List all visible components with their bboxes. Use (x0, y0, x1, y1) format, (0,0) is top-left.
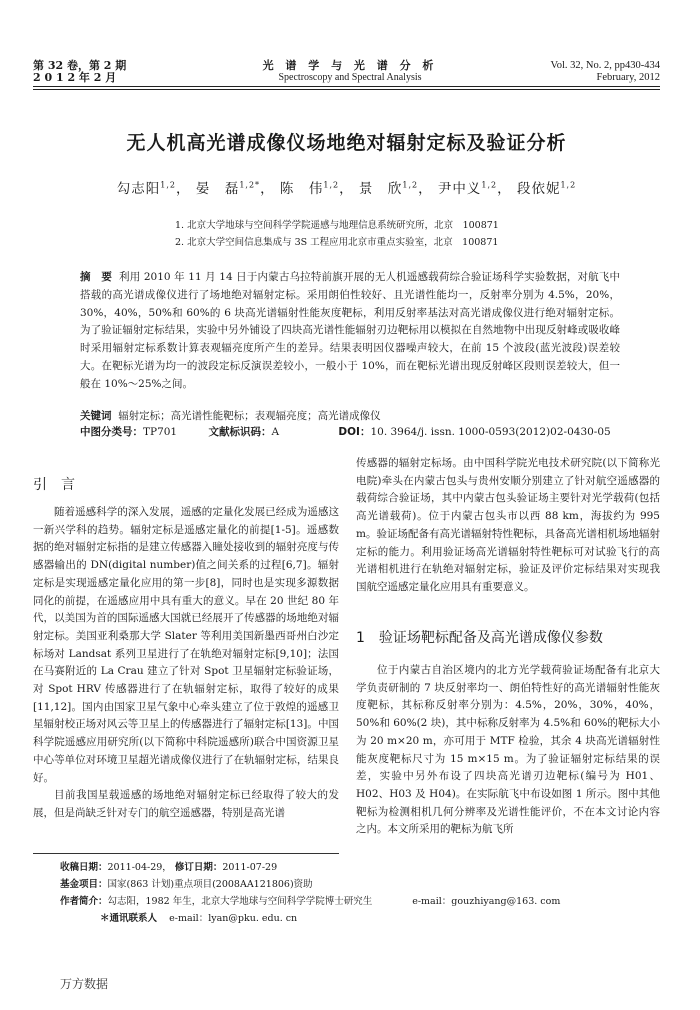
publication-date-cn: 2 0 1 2 年 2 月 (33, 71, 117, 84)
section1-body (356, 662, 660, 839)
volume-pages: Vol. 32, No. 2, pp430-434 (550, 60, 660, 71)
paragraph: 位于内蒙古自治区境内的北方光学载荷验证场配备有北京大学负责研制的 7 块反射率均一、朗伯特性好的高光谱辐射性能灰度靶标，其标称反射率分别为：4.5%，20%，30%，40%，50%和 60%(2 块)，其中标称反射率为 4.5%和 60%的靶标大小为 20 m×20 m，亦可用于 MTF 检验，其余 4 块高光谱辐射性能灰度靶标尺寸为 15 m×15 m。为了验证辐射定标结果的误差，实验中另外布设了四块高光谱刃边靶标(编号为 H01、H02、H03 及 H04)。在实际航飞中布设如图 1 所示。图中其他靶标为检测相机几何分辨率及光谱性能评价，不在本文讨论内容之内。本文所采用的靶标为航飞所 (356, 664, 660, 836)
keywords-text: 辐射定标；高光谱性能靶标；表观辐亮度；高光谱成像仪 (118, 410, 381, 422)
section-heading-1: 1 验证场靶标配备及高光谱成像仪参数 (356, 630, 603, 646)
header-rule-thin (33, 89, 660, 90)
revised-label: 修订日期： (174, 862, 223, 873)
abstract (80, 269, 620, 394)
doc-code-label: 文献标识码： (208, 426, 272, 438)
paragraph: 目前我国星载遥感的场地绝对辐射定标已经取得了较大的发展，但是尚缺乏针对专门的航空遥感器，特别是高光谱 (33, 789, 339, 819)
clc-label: 中图分类号： (80, 426, 143, 438)
revised-date: 2011-07-29 (222, 862, 278, 873)
affiliation: 1. 北京大学地球与空间科学学院遥感与地理信息系统研究所，北京 100871 (175, 220, 499, 231)
journal-volume-info (33, 60, 126, 84)
classification-line (80, 424, 640, 440)
author-bio-label: 作者简介： (60, 896, 108, 907)
received-date: 2011-04-29， (107, 862, 172, 873)
abstract-text: 利用 2010 年 11 月 14 日于内蒙古乌拉特前旗开展的无人机遥感载荷综合验证场科学实验数据，对航飞中搭载的高光谱成像仪进行了场地绝对辐射定标。采用朗伯性较好、且光谱性能均一，反射率分别为 4.5%，20%，30%，40%，50%和 60%的 6 块高光谱辐射性能灰度靶标，利用反射率基法对高光谱成像仪进行绝对辐射定标。为了验证辐射定标结果，实验中另外铺设了四块高光谱性能辐射刃边靶标用以模拟在自然地物中出现反射峰或吸收峰时采用辐射定标系数计算表观辐亮度所产生的差异。结果表明因仪器噪声较大，在前 15 个波段(蓝光波段)误差较大。在靶标光谱为均一的波段定标反演误差较小，一般小于 10%，而在靶标光谱出现反射峰区段则误差较大，但一般在 10%～25%之间。 (80, 271, 621, 390)
author: 段依妮$^{1,2}$ (516, 180, 577, 197)
clc-value: TP701 (143, 426, 178, 438)
author-bio: 勾志阳，1982 年生，北京大学地球与空间科学学院博士研究生 (107, 896, 373, 907)
section-heading-intro: 引言 (33, 477, 89, 493)
author: 晏 磊$^{1,2*}$ (195, 180, 261, 197)
author-bio-line (60, 893, 560, 910)
paragraph: 随着遥感科学的深入发展，遥感的定量化发展已经成为遥感这一新兴学科的趋势。辐射定标是遥感定量化的前提[1-5]。遥感数据的绝对辐射定标指的是建立传感器入瞳处接收到的辐射亮度与传感器输出的 DN(digital number)值之间关系的过程[6,7]。辐射定标是实现遥感定量化应用的第一步[8]，同时也是实现多源数据同化的前提，在遥感应用中具有重大的意义。早在 20 世纪 80 年代，以美国为首的国际遥感大国就已经展开了传感器的场地绝对辐射定标。美国亚利桑那大学 Slater 等利用美国新墨西哥州白沙定标场对 Landsat 系列卫星进行了在轨绝对辐射定标[9,10]；法国在马赛附近的 La Crau 建立了针对 Spot 卫星辐射定标验证场，对 Spot HRV 传感器进行了在轨辐射定标，取得了较好的成果[11,12]。国内由国家卫星气象中心牵头建立了位于敦煌的遥感卫星辐射校正场对风云等卫星上的传感器进行了辐射定标[13]。中国科学院遥感应用研究所(以下简称中科院遥感所)联合中国资源卫星中心等单位对环境卫星超光谱成像仪进行了在轨辐射定标，结果良好。 (33, 506, 339, 784)
doi-label: DOI： (338, 426, 371, 438)
corresponding-line (60, 910, 560, 927)
affiliations (175, 217, 499, 251)
doi-value: 10. 3964/j. issn. 1000-0593(2012)02-0430-05 (370, 426, 611, 438)
journal-name (210, 60, 490, 84)
keywords-line (80, 408, 640, 424)
paper-title: 无人机高光谱成像仪场地绝对辐射定标及验证分析 (126, 132, 567, 154)
keywords-block (80, 408, 640, 440)
corresponding-email: e-mail：lyan@pku. edu. cn (169, 913, 298, 924)
received-label: 收稿日期： (60, 862, 108, 873)
intro-body-continued (356, 455, 660, 597)
fund-label: 基金项目： (60, 879, 108, 890)
abstract-label: 摘 要 (80, 271, 113, 283)
corresponding-label: ＊通讯联系人 (100, 913, 158, 924)
journal-name-cn: 光 谱 学 与 光 谱 分 析 (262, 59, 438, 72)
watermark-text: 万方数据 (60, 977, 109, 991)
fund-text: 国家(863 计划)重点项目(2008AA121806)资助 (107, 879, 313, 890)
journal-name-en: Spectroscopy and Spectral Analysis (278, 72, 422, 83)
author: 尹中义$^{1,2}$ (437, 180, 498, 197)
doc-code-value: A (271, 426, 280, 438)
footnote-rule (33, 853, 339, 854)
author: 景 欣$^{1,2}$ (358, 180, 419, 197)
author: 勾志阳$^{1,2}$ (116, 180, 177, 197)
header-rule-thick (33, 86, 660, 87)
footnotes (60, 859, 560, 927)
author: 陈 伟$^{1,2}$ (279, 180, 340, 197)
author-list: 勾志阳$^{1,2}$， 晏 磊$^{1,2*}$， 陈 伟$^{1,2}$， 景 欣$^{1,2}$， 尹中义$^{1,2}$， 段依妮$^{1,2}$ (116, 180, 577, 197)
keywords-label: 关键词 (80, 410, 112, 422)
intro-body (33, 504, 339, 823)
author-email: e-mail：gouzhiyang@163. com (412, 896, 561, 907)
publication-date-en: February, 2012 (596, 72, 660, 83)
affiliation: 2. 北京大学空间信息集成与 3S 工程应用北京市重点实验室，北京 100871 (175, 237, 499, 248)
fund-line (60, 876, 560, 893)
paragraph: 传感器的辐射定标场。由中国科学院光电技术研究院(以下简称光电院)牵头在内蒙古包头与贵州安顺分别建立了针对航空遥感器的载荷综合验证场，其中内蒙古包头验证场主要针对光学载荷(包括高光谱载荷)。位于内蒙古包头市以西 88 km，海拔约为 995 m。验证场配备有高光谱辐射特性靶标，具备高光谱相机场地辐射定标的能力。利用验证场高光谱辐射特性靶标可对试验飞行的高光谱相机进行在轨绝对辐射定标，验证及评价定标结果对实现我国航空遥感定量化应用具有重要意义。 (356, 457, 660, 593)
journal-volume-info-en (551, 60, 660, 84)
volume-issue: 第 32 卷，第 2 期 (33, 59, 127, 72)
dates-line (60, 859, 560, 876)
